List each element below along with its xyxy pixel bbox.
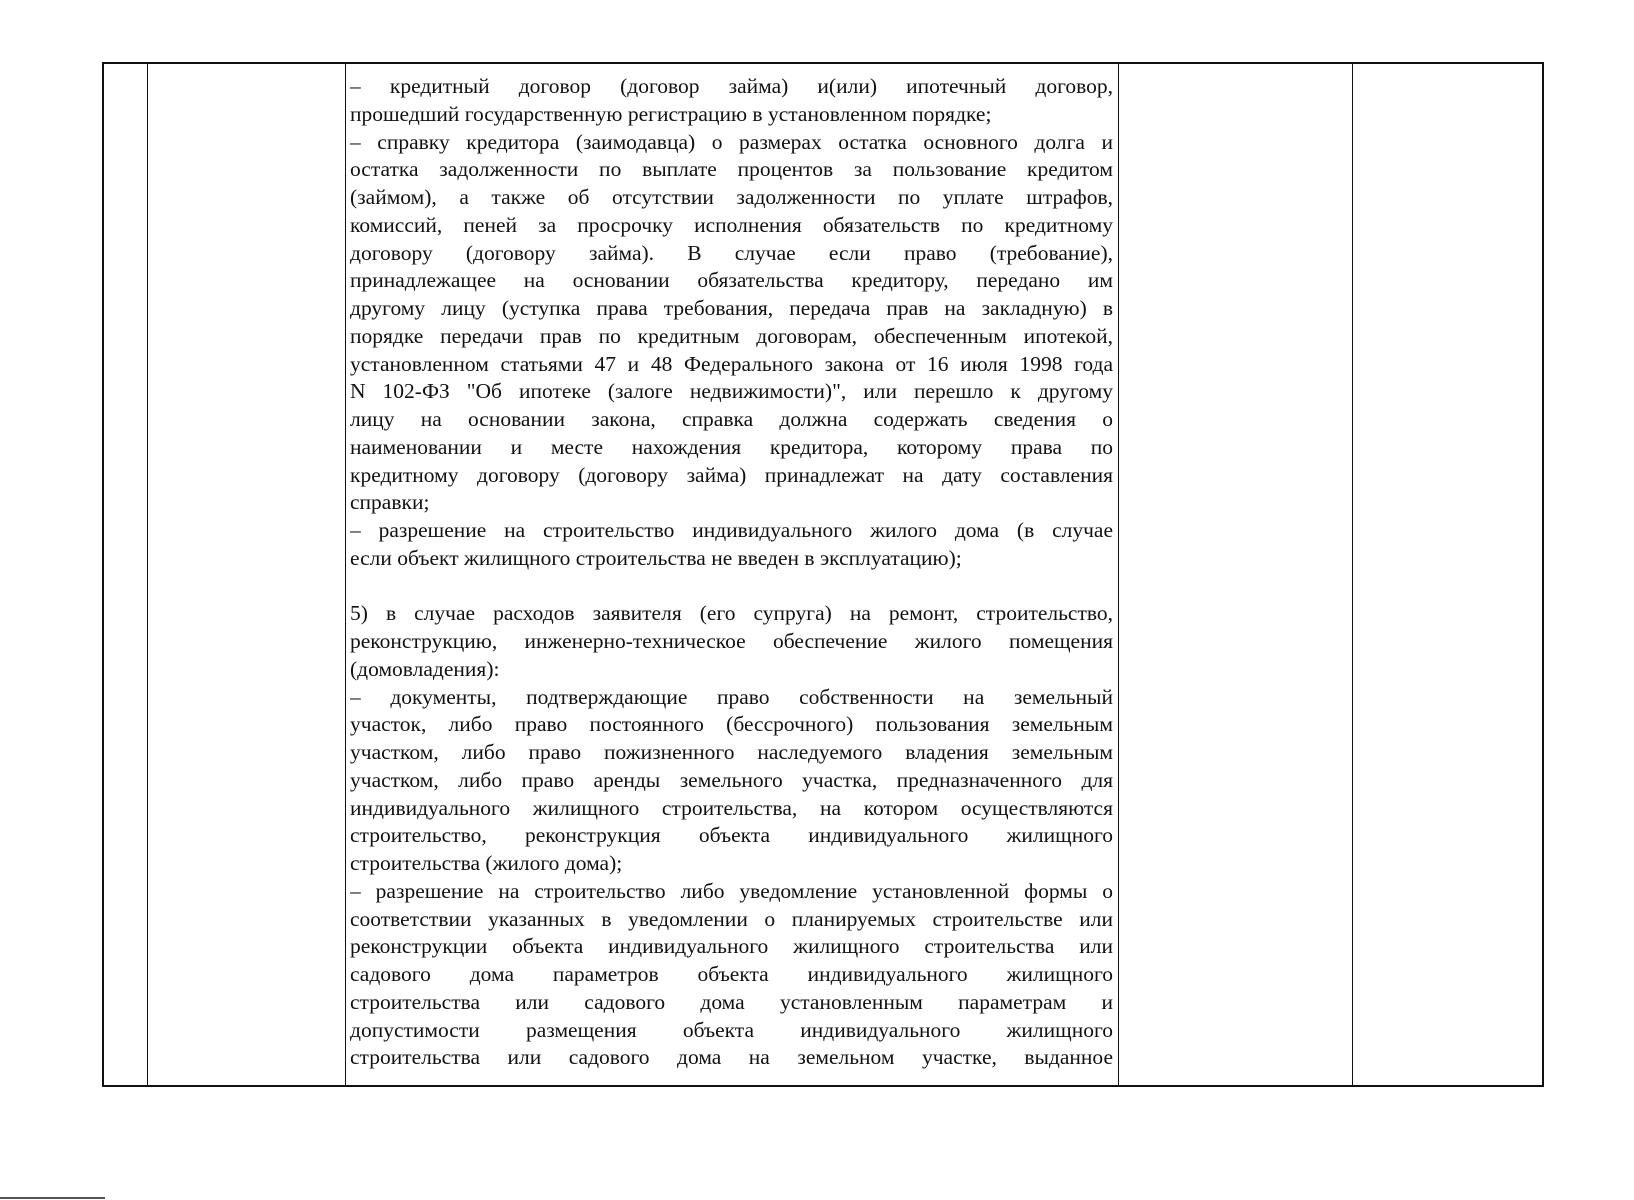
text-line: – документы, подтверждающие право собственности на земельный (350, 684, 1113, 709)
text-line: другому лицу (уступка права требования, передача прав на закладную) в (350, 296, 1113, 320)
text-line: лицу на основании закона, справка должна содержать сведения о (350, 407, 1113, 431)
text-line: участок, либо право постоянного (бессрочного) пользования земельным (350, 712, 1113, 737)
text-line: строительство, реконструкция объекта индивидуального жилищного (350, 823, 1113, 848)
column-divider (345, 64, 346, 1085)
text-line: 5) в случае расходов заявителя (его супруга) на ремонт, строительство, (350, 601, 1113, 626)
column-divider (147, 64, 148, 1085)
text-line: справки; (350, 490, 430, 515)
text-line: порядке передачи прав по кредитным договорам, обеспеченным ипотекой, (350, 323, 1113, 348)
scan-artifact (0, 1197, 105, 1199)
text-line: реконструкции объекта индивидуального жилищного строительства или (350, 934, 1113, 959)
text-line: комиссий, пеней за просрочку исполнения обязательств по кредитному (350, 212, 1113, 237)
text-line: индивидуального жилищного строительства, на котором осуществляются (350, 795, 1113, 820)
text-line: садового дома параметров объекта индивидуального жилищного (350, 962, 1113, 986)
text-line: допустимости размещения объекта индивидуального жилищного (350, 1017, 1113, 1042)
text-line: – разрешение на строительство индивидуального жилого дома (в случае (350, 518, 1113, 542)
text-line: если объект жилищного строительства не введен в эксплуатацию); (350, 545, 962, 570)
text-line: кредитному договору (договору займа) принадлежат на дату составления (350, 462, 1113, 487)
text-line: – справку кредитора (заимодавца) о размерах остатка основного долга и (350, 129, 1113, 154)
text-line: соответствии указанных в уведомлении о планируемых строительстве или (350, 906, 1113, 931)
text-line: участком, либо право пожизненного наследуемого владения земельным (350, 740, 1113, 764)
column-divider (1118, 64, 1119, 1085)
document-text-cell (350, 73, 1113, 1072)
text-line: реконструкцию, инженерно-техническое обеспечение жилого помещения (350, 629, 1113, 653)
text-line: наименовании и месте нахождения кредитора, которому права по (350, 434, 1113, 459)
text-line: прошедший государственную регистрацию в установленном порядке; (350, 101, 992, 126)
text-line: строительства или садового дома на земельном участке, выданное (350, 1045, 1113, 1070)
text-line: строительства (жилого дома); (350, 851, 623, 875)
text-line: (займом), а также об отсутствии задолженности по уплате штрафов, (350, 185, 1113, 209)
column-divider (1352, 64, 1353, 1085)
text-line: N 102-ФЗ "Об ипотеке (залоге недвижимости)", или перешло к другому (350, 379, 1113, 404)
blank-line (350, 573, 1113, 601)
text-line: участком, либо право аренды земельного участка, предназначенного для (350, 767, 1113, 792)
text-line: принадлежащее на основании обязательства кредитору, передано им (350, 268, 1113, 293)
text-line: договору (договору займа). В случае если право (требование), (350, 240, 1113, 265)
text-line: строительства или садового дома установленным параметрам и (350, 989, 1113, 1014)
text-line: установленном статьями 47 и 48 Федерального закона от 16 июля 1998 года (350, 351, 1113, 376)
text-line: остатка задолженности по выплате процентов за пользование кредитом (350, 157, 1113, 182)
text-line: (домовладения): (350, 656, 500, 681)
text-line: – кредитный договор (договор займа) и(или) ипотечный договор, (350, 74, 1113, 98)
text-line: – разрешение на строительство либо уведомление установленной формы о (350, 878, 1113, 903)
